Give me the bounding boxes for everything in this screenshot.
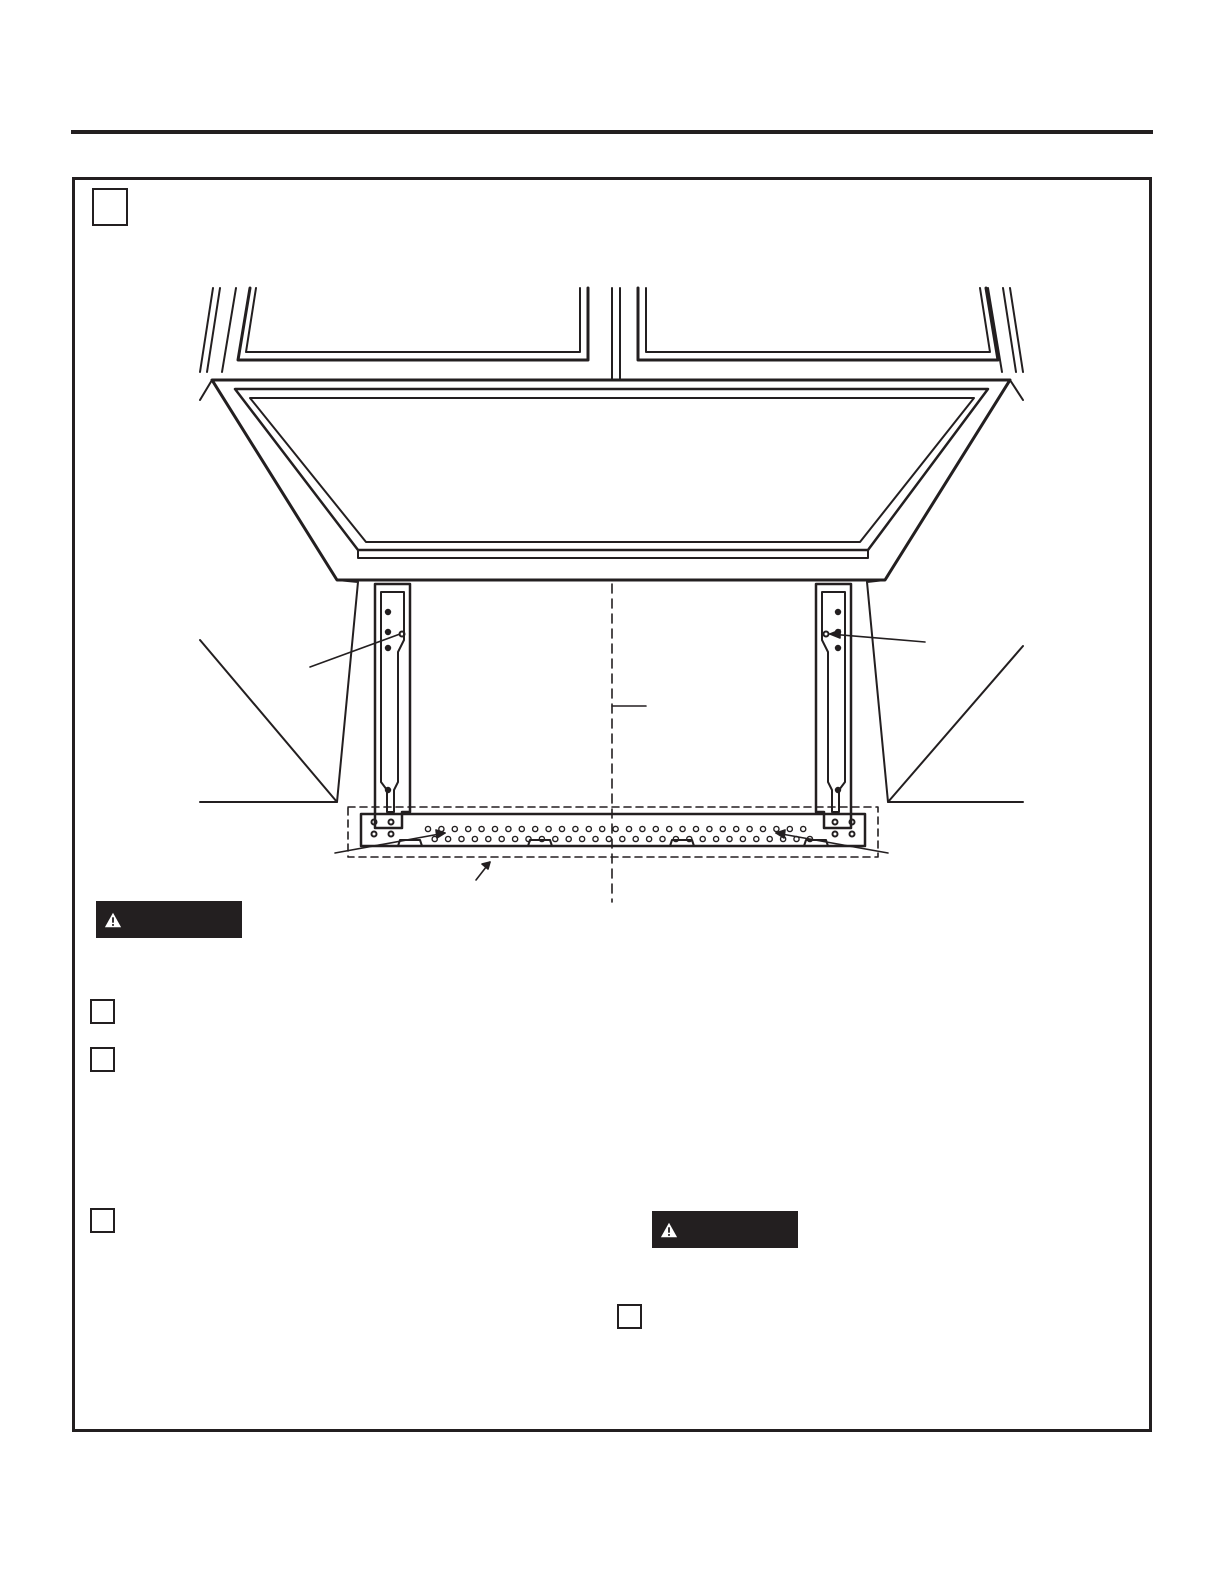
plate-hole [680, 826, 685, 831]
plate-hole [479, 826, 484, 831]
plate-hole [620, 836, 625, 841]
plate-hole [593, 836, 598, 841]
warning-banner-2 [652, 1211, 798, 1248]
plate-hole [740, 836, 745, 841]
plate-hole [486, 836, 491, 841]
plate-hole [492, 826, 497, 831]
plate-hole [767, 836, 772, 841]
plate-hole [573, 826, 578, 831]
plate-hole [707, 826, 712, 831]
plate-hole [600, 826, 605, 831]
step-box-2 [90, 1047, 115, 1072]
step-box-1 [90, 999, 115, 1024]
plate-hole [546, 826, 551, 831]
plate-hole [580, 836, 585, 841]
plate-hole [801, 826, 806, 831]
plate-hole [787, 826, 792, 831]
plate-hole [647, 836, 652, 841]
plate-hole [667, 826, 672, 831]
plate-hole [760, 826, 765, 831]
plate-hole [747, 826, 752, 831]
plate-hole [640, 826, 645, 831]
warning-triangle-icon [660, 1221, 678, 1239]
step-box-4 [617, 1304, 642, 1329]
plate-hole [653, 826, 658, 831]
plate-hole [459, 836, 464, 841]
step-box-3 [90, 1208, 115, 1233]
plate-hole [566, 836, 571, 841]
plate-hole [519, 826, 524, 831]
plate-hole [700, 836, 705, 841]
plate-hole [472, 836, 477, 841]
plate-hole [559, 826, 564, 831]
plate-hole [425, 826, 430, 831]
plate-hole [633, 836, 638, 841]
left-bracket [375, 584, 410, 828]
plate-hole [693, 826, 698, 831]
plate-hole [513, 836, 518, 841]
plate-hole [506, 826, 511, 831]
plate-hole [533, 826, 538, 831]
plate-hole [720, 826, 725, 831]
plate-hole [626, 826, 631, 831]
plate-hole [774, 826, 779, 831]
cabinet-bottom [200, 380, 1023, 580]
plate-hole [754, 836, 759, 841]
plate-hole [586, 826, 591, 831]
plate-hole [734, 826, 739, 831]
plate-hole [613, 826, 618, 831]
callout-leaders [310, 630, 925, 880]
plate-hole [727, 836, 732, 841]
plate-hole [553, 836, 558, 841]
upper-cabinets [200, 288, 1023, 380]
right-bracket [816, 584, 851, 828]
warning-banner [96, 901, 242, 938]
plate-hole [660, 836, 665, 841]
plate-hole [452, 826, 457, 831]
plate-hole [466, 826, 471, 831]
warning-triangle-icon [104, 911, 122, 929]
plate-hole [499, 836, 504, 841]
plate-hole [714, 836, 719, 841]
plate-hole [606, 836, 611, 841]
plate-hole [446, 836, 451, 841]
